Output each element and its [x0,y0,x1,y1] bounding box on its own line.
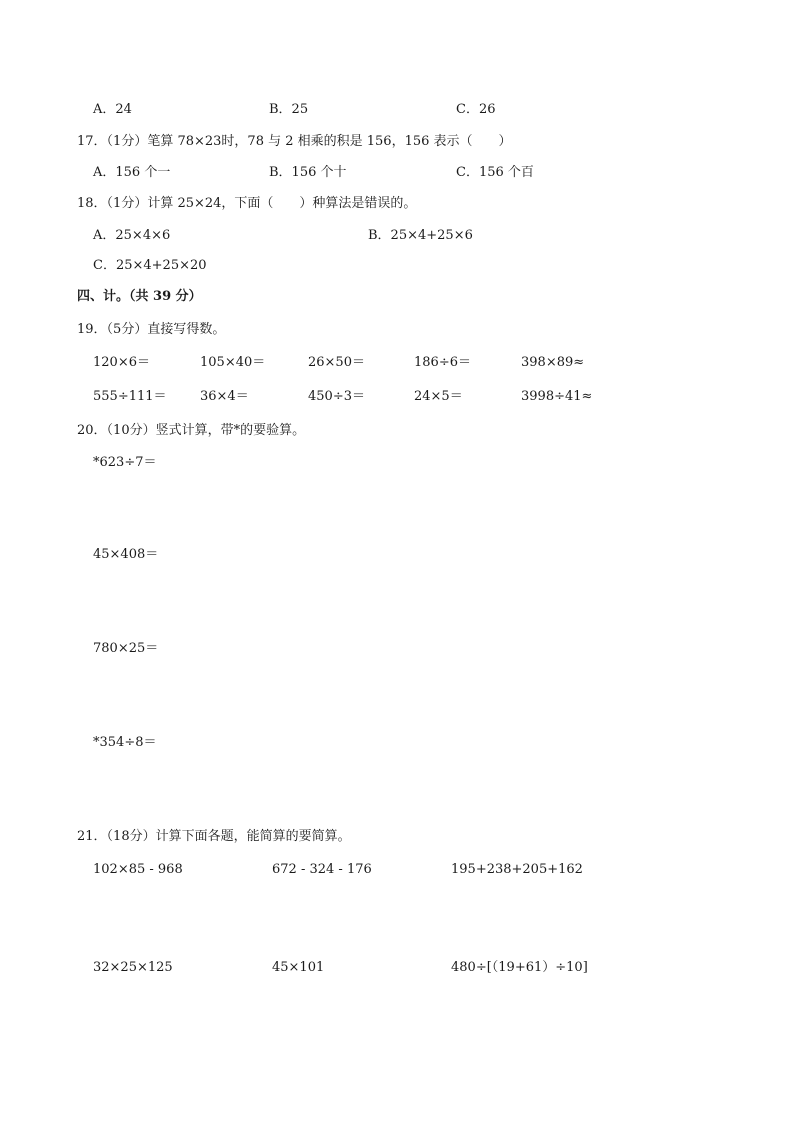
q21-stem: 21．（18分）计算下面各题，能简算的要简算。 [77,829,351,844]
q19-item: 36×4＝ [200,389,249,404]
q16-option-a: A．24 [93,102,132,117]
q19-item: 398×89≈ [521,355,585,370]
q19-stem: 19．（5分）直接写得数。 [77,322,226,337]
q17-stem: 17．（1分）笔算 78×23时，78 与 2 相乘的积是 156，156 表示（ ） [77,134,512,149]
q20-item: 45×408＝ [93,547,159,562]
q21-item: 45×101 [272,960,325,975]
q18-option-c: C．25×4+25×20 [93,258,207,273]
q21-item: 195+238+205+162 [451,862,583,877]
q19-item: 555÷111＝ [93,389,167,404]
q17-option-c: C．156 个百 [456,165,534,180]
q16-option-c: C．26 [456,102,496,117]
q21-item: 32×25×125 [93,960,173,975]
q19-item: 120×6＝ [93,355,150,370]
q19-item: 105×40＝ [200,355,266,370]
q19-item: 24×5＝ [414,389,463,404]
q16-option-b: B．25 [269,102,309,117]
q17-option-b: B．156 个十 [269,165,347,180]
q19-item: 26×50＝ [308,355,365,370]
q20-stem: 20．（10分）竖式计算，带*的要验算。 [77,423,306,438]
q19-item: 3998÷41≈ [521,389,593,404]
q19-item: 186÷6＝ [414,355,471,370]
q21-item: 480÷[（19+61）÷10] [451,960,588,975]
q21-item: 102×85 - 968 [93,862,183,877]
q20-item: 780×25＝ [93,641,159,656]
q18-option-b: B．25×4+25×6 [368,228,473,243]
q18-stem: 18．（1分）计算 25×24，下面（ ）种算法是错误的。 [77,196,417,211]
q17-option-a: A．156 个一 [93,165,171,180]
q20-item: *354÷8＝ [93,735,157,750]
q19-item: 450÷3＝ [308,389,365,404]
q18-option-a: A．25×4×6 [93,228,171,243]
q21-item: 672 - 324 - 176 [272,862,372,877]
section-heading: 四、计。（共 39 分） [77,289,202,304]
q20-item: *623÷7＝ [93,455,157,470]
